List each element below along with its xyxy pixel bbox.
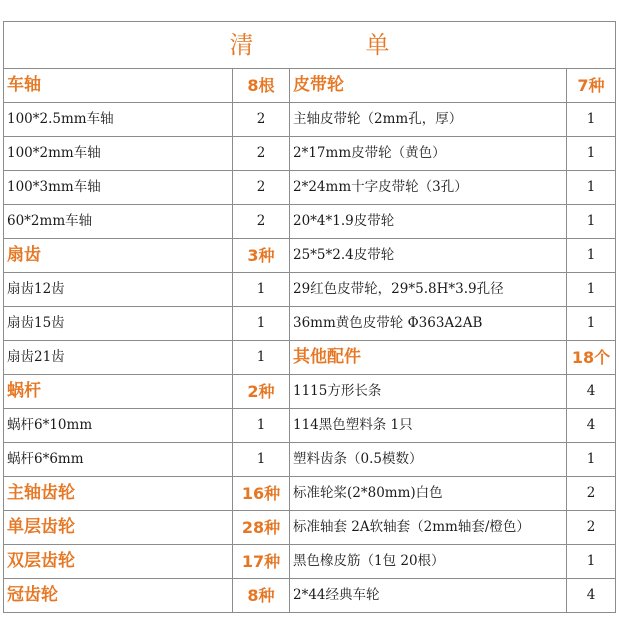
left-item-quantity: 1 [233, 307, 290, 341]
right-item-name: 1115方形长条 [290, 375, 567, 409]
left-item-name: 100*3mm车轴 [4, 171, 233, 205]
left-item-quantity: 1 [233, 273, 290, 307]
left-item-quantity: 1 [233, 409, 290, 443]
left-category-count: 3种 [233, 239, 290, 273]
table-row [4, 273, 616, 307]
title-row [4, 22, 616, 69]
table-row [4, 239, 616, 273]
title-left-char: 清 [229, 31, 254, 59]
left-category-name: 双层齿轮 [4, 545, 233, 579]
right-item-name: 36mm黄色皮带轮 Φ363A2AB [290, 307, 567, 341]
left-item-name: 蜗杆6*6mm [4, 443, 233, 477]
right-item-name: 25*5*2.4皮带轮 [290, 239, 567, 273]
left-item-quantity: 1 [233, 443, 290, 477]
table-row [4, 69, 616, 103]
left-category-name: 扇齿 [4, 239, 233, 273]
right-item-quantity: 1 [567, 205, 616, 239]
right-item-name: 标准轮桨(2*80mm)白色 [290, 477, 567, 511]
right-item-name: 29红色皮带轮，29*5.8H*3.9孔径 [290, 273, 567, 307]
right-item-quantity: 1 [567, 307, 616, 341]
left-item-name: 100*2.5mm车轴 [4, 103, 233, 137]
title-right-char: 单 [365, 31, 390, 59]
table-row [4, 443, 616, 477]
left-category-name: 主轴齿轮 [4, 477, 233, 511]
right-item-quantity: 4 [567, 579, 616, 613]
table-row [4, 137, 616, 171]
right-item-quantity: 4 [567, 409, 616, 443]
left-item-quantity: 2 [233, 171, 290, 205]
right-item-name: 2*44经典车轮 [290, 579, 567, 613]
left-item-name: 60*2mm车轴 [4, 205, 233, 239]
right-item-name: 2*17mm皮带轮（黄色） [290, 137, 567, 171]
left-item-quantity: 2 [233, 103, 290, 137]
right-item-quantity: 1 [567, 137, 616, 171]
right-item-quantity: 1 [567, 545, 616, 579]
right-category-count: 7种 [567, 69, 616, 103]
right-item-quantity: 1 [567, 443, 616, 477]
left-category-count: 8根 [233, 69, 290, 103]
left-category-count: 17种 [233, 545, 290, 579]
table-row [4, 171, 616, 205]
right-item-name: 塑料齿条（0.5模数） [290, 443, 567, 477]
right-item-name: 2*24mm十字皮带轮（3孔） [290, 171, 567, 205]
left-category-count: 16种 [233, 477, 290, 511]
right-item-name: 114黑色塑料条 1只 [290, 409, 567, 443]
left-category-name: 单层齿轮 [4, 511, 233, 545]
left-item-name: 扇齿15齿 [4, 307, 233, 341]
right-item-name: 黑色橡皮筋（1包 20根） [290, 545, 567, 579]
left-category-count: 8种 [233, 579, 290, 613]
left-category-name: 车轴 [4, 69, 233, 103]
table-row [4, 511, 616, 545]
right-item-quantity: 2 [567, 477, 616, 511]
right-item-quantity: 1 [567, 171, 616, 205]
left-category-name: 冠齿轮 [4, 579, 233, 613]
table-row [4, 341, 616, 375]
left-item-quantity: 2 [233, 205, 290, 239]
right-category-count: 18个 [567, 341, 616, 375]
right-item-quantity: 1 [567, 239, 616, 273]
right-item-name: 20*4*1.9皮带轮 [290, 205, 567, 239]
table-row [4, 375, 616, 409]
table-row [4, 409, 616, 443]
left-item-quantity: 2 [233, 137, 290, 171]
table-row [4, 545, 616, 579]
parts-list-table [3, 21, 616, 613]
left-item-name: 扇齿21齿 [4, 341, 233, 375]
left-category-name: 蜗杆 [4, 375, 233, 409]
table-row [4, 307, 616, 341]
table-row [4, 579, 616, 613]
right-category-name: 皮带轮 [290, 69, 567, 103]
right-category-name: 其他配件 [290, 341, 567, 375]
right-item-quantity: 4 [567, 375, 616, 409]
right-item-name: 主轴皮带轮（2mm孔，厚） [290, 103, 567, 137]
right-item-quantity: 1 [567, 103, 616, 137]
right-item-quantity: 1 [567, 273, 616, 307]
left-item-name: 扇齿12齿 [4, 273, 233, 307]
table-row [4, 477, 616, 511]
table-row [4, 205, 616, 239]
left-category-count: 2种 [233, 375, 290, 409]
left-item-quantity: 1 [233, 341, 290, 375]
right-item-quantity: 2 [567, 511, 616, 545]
left-category-count: 28种 [233, 511, 290, 545]
right-item-name: 标准轴套 2A软轴套（2mm轴套/橙色） [290, 511, 567, 545]
table-row [4, 103, 616, 137]
left-item-name: 100*2mm车轴 [4, 137, 233, 171]
left-item-name: 蜗杆6*10mm [4, 409, 233, 443]
list-title [4, 22, 616, 69]
